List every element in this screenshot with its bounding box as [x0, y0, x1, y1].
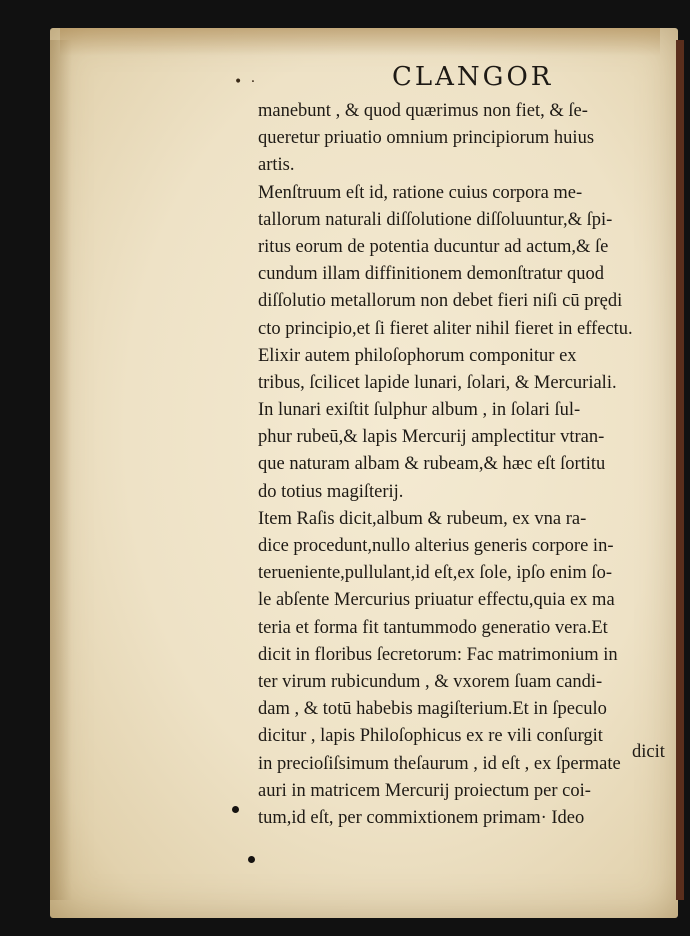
text-line: tum,id eſt, per commixtionem primam· Ideo — [258, 807, 585, 828]
text-line: le abſente Mercurius priuatur effectu,quia ex ma — [258, 590, 615, 611]
text-line: ter virum rubicundum , & vxorem ſuam candi- — [258, 671, 603, 692]
text-line: queretur priuatio omnium principiorum huius — [258, 128, 595, 149]
text-line: cto principio,et ſi fieret aliter nihil fieret in effectu. — [258, 318, 633, 339]
ink-dot — [248, 856, 255, 863]
text-line: In lunari exiſtit ſulphur album , in ſolari ſul- — [258, 400, 581, 421]
text-line: dice procedunt,nullo alterius generis corpore in- — [258, 536, 614, 556]
text-line: in precioſiſsimum theſaurum , id eſt , ex ſpermate — [258, 753, 621, 774]
header-marks: • · — [234, 74, 258, 90]
text-line: que naturam albam & rubeam,& hæc eſt ſortitu — [258, 454, 606, 475]
text-line: dicitur , lapis Philoſophicus ex re vili conſurgit — [258, 726, 603, 747]
text-line: teria et forma fit tantummodo generatio vera.Et — [258, 617, 608, 638]
text-line: auri in matricem Mercurij proiectum per coi- — [258, 780, 591, 801]
text-line: artis. — [258, 155, 295, 176]
text-line: tribus, ſcilicet lapide lunari, ſolari, & Mercuriali. — [258, 372, 617, 393]
text-line: dicit in floribus ſecretorum: Fac matrimonium in — [258, 644, 618, 665]
catchword: dicit — [632, 742, 665, 762]
top-edge-stain — [60, 28, 660, 56]
text-line: ritus eorum de potentia ducuntur ad actum,& ſe — [258, 236, 609, 257]
ink-dot — [232, 806, 239, 813]
text-line: Menſtruum eſt id, ratione cuius corpora me- — [258, 182, 583, 203]
text-line: terueniente,pullulant,id eſt,ex ſole, ipſo enim ſo- — [258, 563, 612, 584]
body-text — [258, 98, 678, 832]
text-line: dam , & totū habebis magiſterium.Et in ſpeculo — [258, 699, 607, 720]
text-line: manebunt , & quod quærimus non fiet, & ſe- — [258, 101, 588, 121]
text-line: cundum illam diffinitionem demonſtratur quod — [258, 264, 604, 285]
text-line: do totius magiſterij. — [258, 481, 404, 502]
text-line: tallorum naturali diſſolutione diſſoluuntur,& ſpi- — [258, 209, 613, 230]
gutter-shadow — [50, 40, 72, 900]
text-line: phur rubeū,& lapis Mercurij amplectitur vtran- — [258, 427, 605, 448]
text-line: Elixir autem philoſophorum componitur ex — [258, 345, 577, 366]
text-line: Item Raſis dicit,album & rubeum, ex vna ra- — [258, 508, 587, 529]
running-head: CLANGOR — [392, 62, 554, 92]
text-line: diſſolutio metallorum non debet fieri niſi cū prędi — [258, 291, 623, 312]
